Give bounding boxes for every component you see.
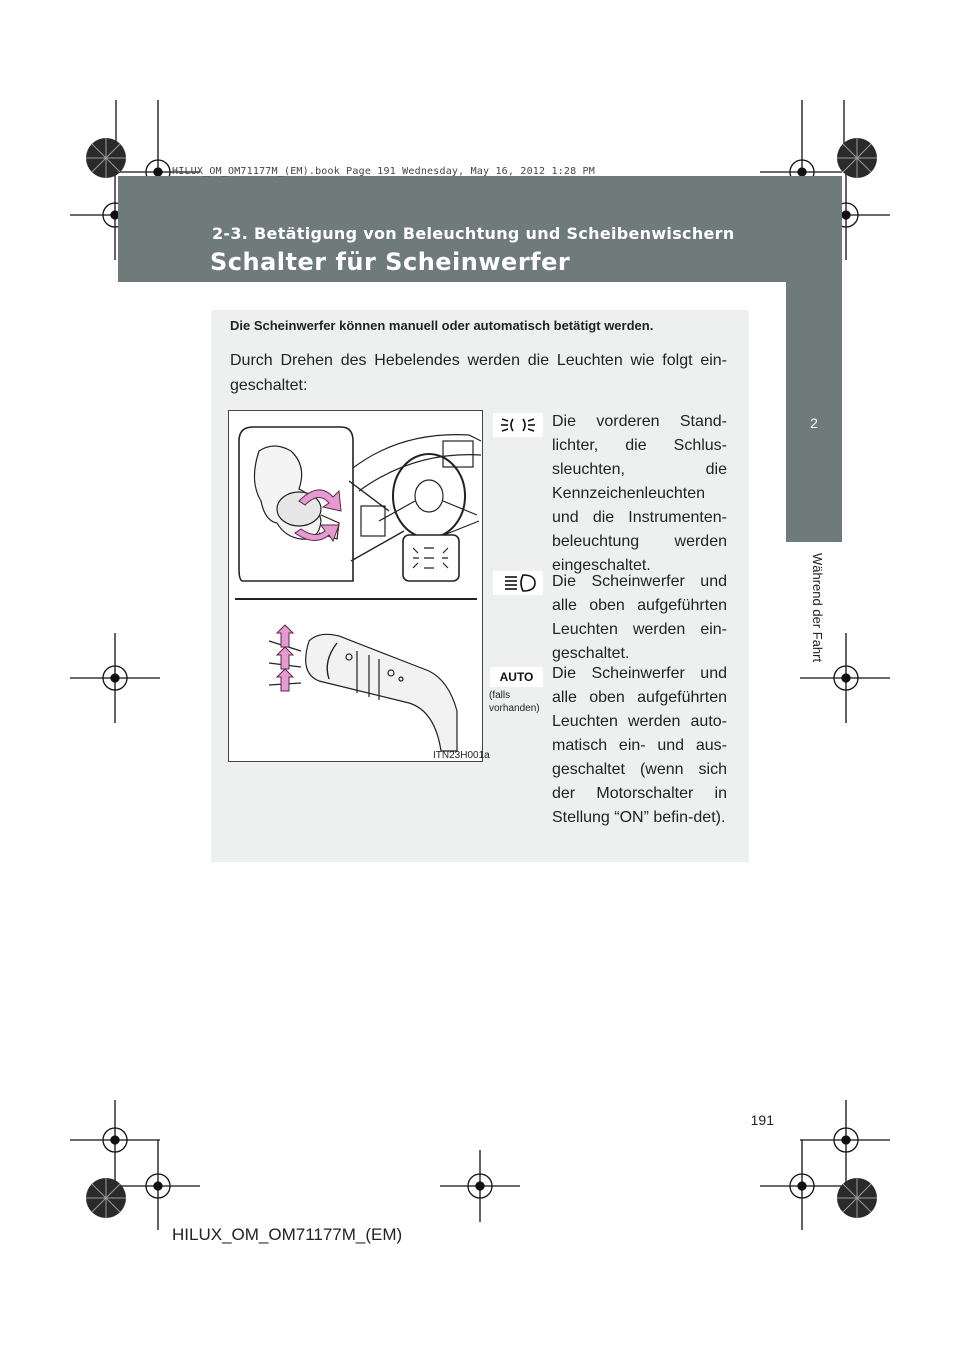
headlight-icon — [493, 571, 543, 595]
document-code: HILUX_OM_OM71177M_(EM) — [172, 1225, 403, 1244]
item-description-headlights: Die Scheinwerfer und alle oben aufgeführten Leuchten werden ein-geschaltet. — [552, 573, 727, 662]
auto-icon: AUTO — [490, 667, 543, 687]
lead-text: Die Scheinwerfer können manuell oder automatisch betätigt werden. — [230, 318, 654, 333]
headlight-switch-illustration — [229, 411, 482, 761]
chapter-number: 2 — [810, 415, 818, 431]
item-description-auto: Die Scheinwerfer und alle oben aufgeführten Leuchten werden auto-matisch ein- und aus-geschaltet (wenn sich der Motorschalter in Stellung “ON” befin-det). — [552, 665, 727, 826]
chapter-label: Während der Fahrt — [810, 553, 825, 663]
figure-code: ITN23H001a — [433, 750, 490, 761]
item-description-parking-lights: Die vorderen Stand-lichter, die Schlus-sleuchten, die Kennzeichenleuchten und die Instrumenten-beleuchtung werden eingeschaltet. — [552, 413, 727, 574]
chapter-tab — [786, 282, 842, 542]
parking-lights-icon — [493, 413, 543, 437]
page-number: 191 — [750, 1112, 774, 1128]
illustration-figure — [228, 410, 483, 762]
optional-note: (falls vorhanden) — [489, 690, 540, 714]
section-heading: 2-3. Betätigung von Beleuchtung und Scheibenwischern — [212, 224, 735, 243]
file-stamp: HILUX_OM_OM71177M_(EM).book Page 191 Wednesday, May 16, 2012 1:28 PM — [172, 166, 595, 177]
item-icon-chip — [493, 571, 543, 595]
intro-text: Durch Drehen des Hebelendes werden die Leuchten wie folgt ein-geschaltet: — [230, 352, 727, 394]
page-title: Schalter für Scheinwerfer — [210, 248, 571, 276]
item-icon-chip — [493, 413, 543, 437]
